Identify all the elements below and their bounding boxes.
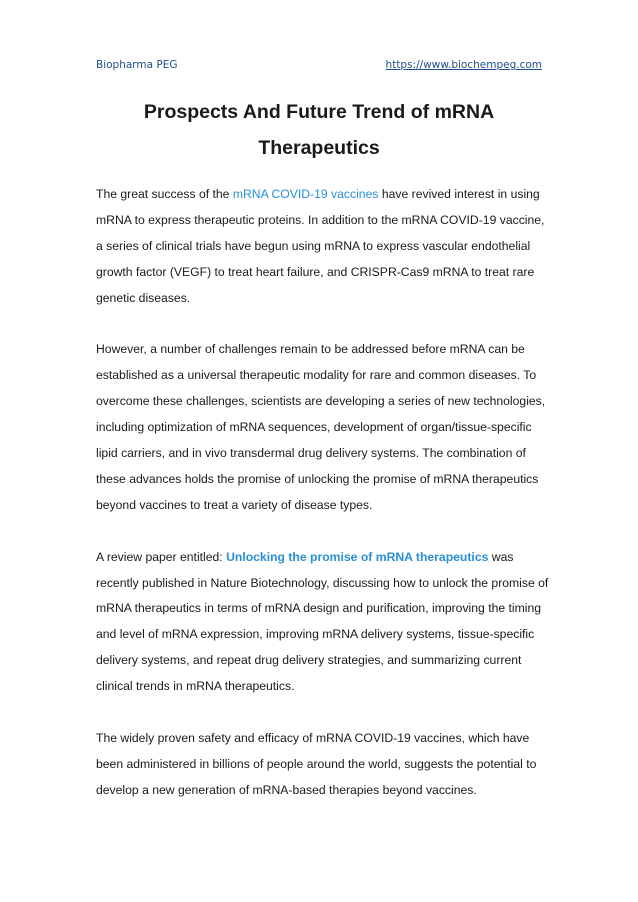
header-website-link[interactable]: https://www.biochempeg.com xyxy=(385,59,542,71)
paragraph-3 xyxy=(96,545,550,700)
review-paper-link[interactable]: Unlocking the promise of mRNA therapeutics xyxy=(226,549,489,564)
paragraph-1 xyxy=(96,182,550,312)
header-company-name: Biopharma PEG xyxy=(96,59,178,71)
article-body xyxy=(96,182,550,830)
paragraph-1-text-end: have revived interest in using mRNA to express therapeutic proteins. In addition to the mRNA COVID-19 vaccine, a series of clinical trials have begun using mRNA to express vascular endothelial growth factor (VEGF) to treat heart failure, and CRISPR-Cas9 mRNA to treat rare genetic diseases. xyxy=(96,187,545,305)
paragraph-1-text-start: The great success of the xyxy=(96,187,233,201)
paragraph-4: The widely proven safety and efficacy of mRNA COVID-19 vaccines, which have been administered in billions of people around the world, suggests the potential to develop a new generation of mRNA-based therapies beyond vaccines. xyxy=(96,730,537,797)
article-title-line-1: Prospects And Future Trend of mRNA xyxy=(143,101,495,123)
article-title-line-2: Therapeutics xyxy=(258,137,380,159)
article-title xyxy=(96,94,542,166)
paragraph-3-text-start: A review paper entitled: xyxy=(96,549,227,564)
mrna-covid-vaccines-link[interactable]: mRNA COVID-19 vaccines xyxy=(232,187,379,201)
paragraph-2: However, a number of challenges remain to be addressed before mRNA can be established as a universal therapeutic modality for rare and common diseases. To overcome these challenges, scientists are developing a series of new technologies, including optimization of mRNA sequences, development of organ/tissue-specific lipid carriers, and in vivo transdermal drug delivery systems. The combination of these advances holds the promise of unlocking the promise of mRNA therapeutics beyond vaccines to treat a variety of disease types. xyxy=(96,342,546,512)
paragraph-3-text-end: was recently published in Nature Biotechnology, discussing how to unlock the promise of mRNA therapeutics in terms of mRNA design and purification, improving the timing and level of mRNA expression, improving mRNA delivery systems, tissue-specific delivery systems, and repeat drug delivery strategies, and summarizing current clinical trends in mRNA therapeutics. xyxy=(96,549,549,694)
page-header xyxy=(96,57,542,73)
